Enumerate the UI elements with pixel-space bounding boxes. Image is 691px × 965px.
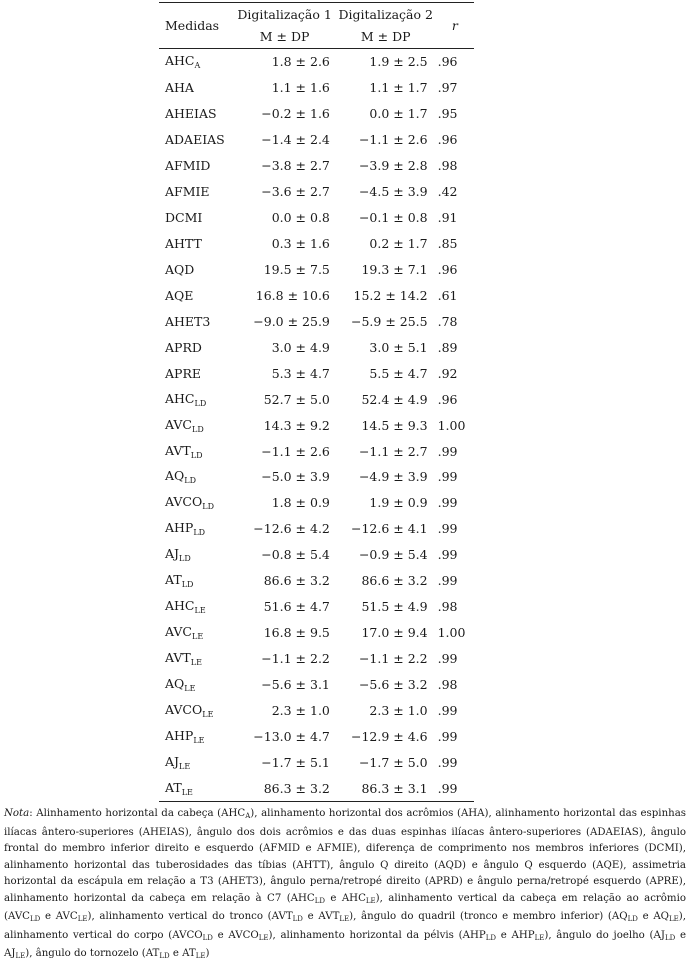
measure-abbrev: AT: [165, 572, 182, 588]
measure-side-subscript: LE: [194, 606, 206, 616]
r-value: .99: [437, 443, 458, 459]
header-measures: Medidas: [165, 18, 220, 33]
note-text: ), alinhamento horizontal da pélvis (AHP: [268, 929, 486, 941]
measure-abbrev: ADAEIAS: [165, 132, 225, 148]
measure-abbrev: AHP: [165, 727, 194, 743]
digitization-2-value: −5.9 ± 25.5: [351, 313, 428, 329]
note-subscript: LE: [77, 915, 88, 924]
table-row: [159, 153, 474, 179]
measure-side-subscript: LE: [202, 709, 214, 719]
note-text: e AHP: [495, 929, 535, 941]
r-value: .99: [437, 521, 458, 537]
note-subscript: LD: [159, 952, 170, 961]
digitization-1-value: 19.5 ± 7.5: [263, 261, 330, 277]
r-value: .98: [437, 599, 458, 615]
table-row: [159, 127, 474, 153]
measure-name: [159, 438, 233, 464]
r-value: .97: [437, 80, 458, 96]
digitization-2-value: 3.0 ± 5.1: [369, 339, 428, 355]
r-value: .99: [437, 728, 458, 744]
note-subscript: LE: [195, 952, 206, 961]
digitization-2-value: 86.3 ± 3.1: [361, 780, 428, 796]
digitization-1-value: −3.8 ± 2.7: [261, 158, 330, 174]
table-row: [159, 697, 474, 723]
r-value: .91: [437, 210, 458, 226]
header-digitization-2: Digitalização 2: [338, 6, 433, 22]
digitization-2-value: 19.3 ± 7.1: [361, 261, 428, 277]
table-row: [159, 179, 474, 205]
measure-name: [159, 464, 233, 490]
table-row: [159, 101, 474, 127]
measure-name: [159, 127, 233, 153]
digitization-1-value: 1.8 ± 0.9: [271, 495, 330, 511]
table-row: [159, 386, 474, 412]
digitization-1-value: 0.0 ± 0.8: [271, 210, 330, 226]
digitization-1-value: −12.6 ± 4.2: [253, 521, 330, 537]
table-note: [4, 806, 686, 965]
table-row: [159, 75, 474, 101]
table-row: [159, 672, 474, 698]
r-value: 1.00: [437, 417, 466, 433]
digitization-1-value: 2.3 ± 1.0: [271, 702, 330, 718]
measure-abbrev: AVT: [165, 442, 191, 458]
measure-name: [159, 49, 233, 75]
header-mean-sd-1: M ± DP: [259, 29, 310, 44]
measure-side-subscript: LE: [192, 632, 204, 642]
measure-side-subscript: LE: [190, 658, 202, 668]
digitization-1-value: 1.8 ± 2.6: [271, 54, 330, 70]
table-row: [159, 205, 474, 231]
table-row: [159, 334, 474, 360]
r-value: .96: [437, 391, 458, 407]
digitization-2-value: −4.5 ± 3.9: [358, 184, 428, 200]
r-value: 1.00: [437, 625, 466, 641]
r-value: .95: [437, 106, 458, 122]
measure-abbrev: DCMI: [165, 210, 203, 226]
measure-name: [159, 75, 233, 101]
measure-name: [159, 179, 233, 205]
measure-abbrev: AHEIAS: [165, 106, 217, 122]
measure-abbrev: APRD: [165, 339, 202, 355]
note-text: e AJ: [4, 929, 687, 960]
measure-abbrev: AHC: [165, 598, 195, 614]
measure-abbrev: AHP: [165, 520, 194, 536]
note-text: ), ângulo do quadril (tronco e membro inferior) (AQ: [349, 911, 628, 923]
note-text: ), alinhamento horizontal dos acrômios (AHA), alinhamento horizontal das espinhas ilíacas ântero-superiores (AHEIAS), ângulo dos dois acrômios e das duas espinhas ilíacas ântero-superiores (ADAEIAS), ângulo frontal do membro inferior direito e esquerdo (AFMID e AFMIE), diferença de comprimento nos membros inferiores (DCMI), alinhamento horizontal das tuberosidades das tíbias (AHTT), ângulo Q direito (AQD) e ângulo Q esquerdo (AQE), assimetria horizontal da escápula em relação a T3 (AHET3), ângulo perna/retropé direito (APRD) e ângulo perna/retropé esquerdo (APRE), alinhamento horizontal da cabeça em relação à C7 (AHC: [4, 808, 686, 904]
measure-name: [159, 697, 233, 723]
digitization-1-value: −13.0 ± 4.7: [253, 728, 330, 744]
measure-abbrev: AHC: [165, 53, 195, 69]
measure-side-subscript: LE: [181, 787, 193, 797]
digitization-2-value: −1.1 ± 2.6: [358, 132, 428, 148]
digitization-2-value: 0.0 ± 1.7: [369, 106, 428, 122]
note-subscript: LE: [365, 896, 376, 905]
digitization-1-value: 51.6 ± 4.7: [263, 599, 330, 615]
note-subscript: LD: [627, 915, 638, 924]
measure-abbrev: APRE: [165, 365, 201, 381]
note-subscript: LD: [202, 933, 213, 942]
note-text: ), ângulo do joelho (AJ: [544, 929, 665, 941]
measure-name: [159, 412, 233, 438]
measure-name: [159, 620, 233, 646]
digitization-2-value: 51.5 ± 4.9: [361, 599, 428, 615]
note-subscript: LE: [339, 915, 350, 924]
measure-side-subscript: LD: [179, 554, 191, 564]
table-row: [159, 360, 474, 386]
measure-abbrev: AVT: [165, 650, 191, 666]
note-subscript: LE: [669, 915, 679, 924]
digitization-2-value: 0.2 ± 1.7: [369, 236, 428, 252]
note-label: Nota: [4, 808, 30, 820]
digitization-2-value: −12.6 ± 4.1: [351, 521, 428, 537]
digitization-1-value: 16.8 ± 9.5: [263, 625, 330, 641]
measure-side-subscript: LE: [179, 761, 191, 771]
digitization-1-value: 0.3 ± 1.6: [271, 236, 330, 252]
measure-name: [159, 205, 233, 231]
digitization-2-value: 86.6 ± 3.2: [361, 573, 428, 589]
measure-abbrev: AVCO: [165, 701, 203, 717]
measure-abbrev: AVCO: [165, 494, 203, 510]
measure-name: [159, 516, 233, 542]
table-row: [159, 490, 474, 516]
note-text: : Alinhamento horizontal da cabeça (AHC: [29, 808, 246, 820]
measure-abbrev: AHTT: [165, 236, 202, 252]
digitization-2-value: −1.1 ± 2.7: [358, 443, 428, 459]
note-text: e AT: [169, 948, 196, 960]
measure-abbrev: AVC: [165, 624, 192, 640]
measure-side-subscript: A: [194, 61, 201, 71]
measure-abbrev: AHA: [165, 80, 194, 96]
digitization-1-value: −0.2 ± 1.6: [261, 106, 330, 122]
digitization-1-value: 3.0 ± 4.9: [271, 339, 330, 355]
digitization-1-value: 86.6 ± 3.2: [263, 573, 330, 589]
table-row: [159, 282, 474, 308]
digitization-1-value: 86.3 ± 3.2: [263, 780, 330, 796]
measure-abbrev: AHET3: [165, 313, 211, 329]
digitization-2-value: 5.5 ± 4.7: [369, 365, 428, 381]
digitization-2-value: 1.1 ± 1.7: [369, 80, 428, 96]
measure-name: [159, 282, 233, 308]
digitization-2-value: 1.9 ± 2.5: [369, 54, 428, 70]
header-r: r: [451, 18, 458, 33]
note-text: e AVC: [40, 911, 78, 923]
measurements-table: [159, 2, 474, 802]
measure-name: [159, 542, 233, 568]
digitization-1-value: −5.0 ± 3.9: [261, 469, 330, 485]
table-row: [159, 412, 474, 438]
digitization-2-value: −0.9 ± 5.4: [358, 547, 428, 563]
note-text: e AQ: [637, 911, 670, 923]
measure-name: [159, 672, 233, 698]
note-text: e AVCO: [212, 929, 259, 941]
measure-name: [159, 101, 233, 127]
table-row: [159, 594, 474, 620]
table-row: [159, 516, 474, 542]
measure-abbrev: AFMIE: [165, 184, 210, 200]
measure-side-subscript: LD: [193, 528, 206, 538]
measure-abbrev: AQE: [165, 287, 194, 303]
digitization-1-value: −0.8 ± 5.4: [261, 547, 330, 563]
measure-name: [159, 490, 233, 516]
note-subscript: LE: [258, 933, 269, 942]
table-row: [159, 620, 474, 646]
r-value: .42: [437, 184, 458, 200]
digitization-2-value: 15.2 ± 14.2: [353, 287, 428, 303]
note-subscript: LE: [15, 952, 26, 961]
header-mean-sd-2: M ± DP: [360, 29, 411, 44]
measure-name: [159, 257, 233, 283]
digitization-2-value: 14.5 ± 9.3: [361, 417, 428, 433]
r-value: .99: [437, 754, 458, 770]
note-subscript: LD: [29, 915, 41, 924]
r-value: .61: [437, 287, 458, 303]
table-row: [159, 723, 474, 749]
note-text: e AHC: [324, 892, 366, 904]
measure-side-subscript: LD: [192, 424, 204, 434]
measure-name: [159, 646, 233, 672]
measure-name: [159, 334, 233, 360]
r-value: .89: [437, 339, 458, 355]
measure-name: [159, 153, 233, 179]
note-subscript: LD: [292, 915, 303, 924]
note-subscript: LD: [664, 933, 676, 942]
digitization-1-value: −1.1 ± 2.6: [261, 443, 330, 459]
digitization-2-value: 1.9 ± 0.9: [369, 495, 428, 511]
table-row: [159, 231, 474, 257]
measure-side-subscript: LD: [181, 580, 194, 590]
measure-abbrev: AFMID: [165, 158, 211, 174]
table-row: [159, 542, 474, 568]
r-value: .99: [437, 702, 458, 718]
table-row: [159, 646, 474, 672]
measure-abbrev: AQ: [165, 468, 185, 484]
note-subscript: LD: [485, 933, 496, 942]
measure-name: [159, 231, 233, 257]
r-value: .99: [437, 651, 458, 667]
measure-side-subscript: LD: [190, 450, 203, 460]
r-value: .96: [437, 132, 458, 148]
table-row: [159, 257, 474, 283]
table-row: [159, 749, 474, 775]
r-value: .99: [437, 780, 458, 796]
digitization-1-value: −9.0 ± 25.9: [253, 313, 330, 329]
measure-name: [159, 749, 233, 775]
digitization-1-value: −5.6 ± 3.1: [261, 676, 330, 692]
digitization-1-value: 5.3 ± 4.7: [271, 365, 330, 381]
measure-name: [159, 723, 233, 749]
measure-name: [159, 568, 233, 594]
digitization-1-value: 16.8 ± 10.6: [255, 287, 330, 303]
table-row: [159, 568, 474, 594]
table-row: [159, 308, 474, 334]
r-value: .96: [437, 54, 458, 70]
table-row: [159, 464, 474, 490]
table-row: [159, 438, 474, 464]
r-value: .99: [437, 469, 458, 485]
note-subscript: LE: [534, 933, 545, 942]
digitization-1-value: 1.1 ± 1.6: [271, 80, 330, 96]
measure-abbrev: AHC: [165, 390, 195, 406]
measure-abbrev: AJ: [165, 753, 180, 769]
digitization-2-value: −12.9 ± 4.6: [351, 728, 428, 744]
r-value: .96: [437, 261, 458, 277]
digitization-1-value: 14.3 ± 9.2: [263, 417, 330, 433]
measure-abbrev: AQD: [165, 261, 195, 277]
measure-name: [159, 360, 233, 386]
digitization-2-value: −3.9 ± 2.8: [358, 158, 428, 174]
measure-abbrev: AQ: [165, 675, 185, 691]
note-text: ), alinhamento vertical do corpo (AVCO: [4, 911, 687, 941]
measure-name: [159, 594, 233, 620]
measure-abbrev: AVC: [165, 416, 192, 432]
note-text: ): [205, 948, 210, 960]
measure-side-subscript: LD: [194, 398, 207, 408]
digitization-2-value: −1.1 ± 2.2: [358, 651, 428, 667]
digitization-2-value: 2.3 ± 1.0: [369, 702, 428, 718]
note-text: ), ângulo do tornozelo (AT: [25, 948, 160, 960]
r-value: .78: [437, 313, 458, 329]
table-row: [159, 775, 474, 801]
note-text: e AVT: [302, 911, 340, 923]
table-header-row: [159, 3, 474, 26]
measure-abbrev: AJ: [165, 546, 180, 562]
note-text: ), alinhamento vertical da cabeça em relação ao acrômio (AVC: [4, 892, 686, 923]
measure-side-subscript: LE: [193, 735, 205, 745]
measure-name: [159, 775, 233, 801]
digitization-2-value: −4.9 ± 3.9: [358, 469, 428, 485]
digitization-1-value: −3.6 ± 2.7: [261, 184, 330, 200]
table-body: [159, 49, 474, 802]
note-subscript: A: [245, 812, 251, 821]
r-value: .98: [437, 158, 458, 174]
measure-name: [159, 386, 233, 412]
digitization-2-value: −5.6 ± 3.2: [358, 676, 428, 692]
measure-side-subscript: LD: [202, 502, 214, 512]
measure-side-subscript: LE: [184, 683, 196, 693]
r-value: .98: [437, 676, 458, 692]
r-value: .99: [437, 495, 458, 511]
digitization-1-value: −1.7 ± 5.1: [261, 754, 330, 770]
r-value: .99: [437, 547, 458, 563]
header-digitization-1: Digitalização 1: [237, 6, 332, 22]
r-value: .99: [437, 573, 458, 589]
measure-name: [159, 308, 233, 334]
measure-side-subscript: LD: [184, 476, 197, 486]
note-subscript: LD: [314, 896, 325, 905]
r-value: .92: [437, 365, 458, 381]
digitization-1-value: 52.7 ± 5.0: [263, 391, 330, 407]
note-text: ), alinhamento vertical do tronco (AVT: [87, 911, 293, 923]
measure-abbrev: AT: [165, 779, 182, 795]
r-value: .85: [437, 236, 458, 252]
digitization-2-value: 52.4 ± 4.9: [361, 391, 428, 407]
digitization-2-value: −0.1 ± 0.8: [358, 210, 428, 226]
digitization-2-value: −1.7 ± 5.0: [358, 754, 428, 770]
digitization-2-value: 17.0 ± 9.4: [361, 625, 428, 641]
table-row: [159, 49, 474, 75]
digitization-1-value: −1.1 ± 2.2: [261, 651, 330, 667]
digitization-1-value: −1.4 ± 2.4: [261, 132, 330, 148]
